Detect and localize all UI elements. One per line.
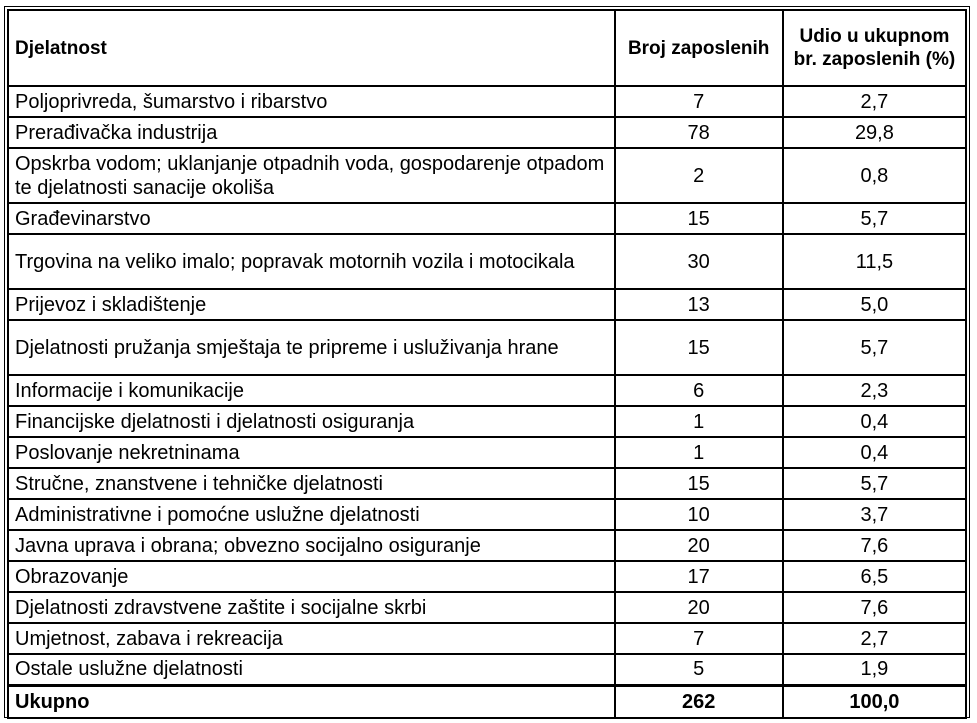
activity-cell: Informacije i komunikacije (8, 375, 615, 406)
employment-table (7, 9, 967, 719)
table-frame (4, 6, 970, 718)
share-cell: 1,9 (783, 654, 966, 685)
share-cell: 0,4 (783, 406, 966, 437)
employees-cell: 1 (615, 406, 783, 437)
table-row (8, 117, 966, 148)
share-cell: 2,7 (783, 86, 966, 117)
total-row (8, 685, 966, 718)
share-cell: 5,0 (783, 289, 966, 320)
activity-cell: Trgovina na veliko imalo; popravak motornih vozila i motocikala (8, 234, 615, 289)
table-row (8, 654, 966, 685)
table-row (8, 499, 966, 530)
table-row (8, 234, 966, 289)
employees-cell: 1 (615, 437, 783, 468)
employees-cell: 7 (615, 623, 783, 654)
activity-cell: Poljoprivreda, šumarstvo i ribarstvo (8, 86, 615, 117)
share-cell: 5,7 (783, 203, 966, 234)
share-cell: 7,6 (783, 530, 966, 561)
employees-cell: 20 (615, 530, 783, 561)
employees-cell: 15 (615, 320, 783, 375)
activity-cell: Djelatnosti pružanja smještaja te pripreme i usluživanja hrane (8, 320, 615, 375)
activity-cell: Stručne, znanstvene i tehničke djelatnosti (8, 468, 615, 499)
employees-cell: 2 (615, 148, 783, 203)
activity-cell: Umjetnost, zabava i rekreacija (8, 623, 615, 654)
activity-cell: Prerađivačka industrija (8, 117, 615, 148)
table-row (8, 148, 966, 203)
header-activity: Djelatnost (8, 10, 615, 86)
employees-cell: 20 (615, 592, 783, 623)
employees-cell: 30 (615, 234, 783, 289)
employees-cell: 15 (615, 468, 783, 499)
table-row (8, 320, 966, 375)
share-cell: 2,3 (783, 375, 966, 406)
table-row (8, 530, 966, 561)
activity-cell: Prijevoz i skladištenje (8, 289, 615, 320)
activity-cell: Opskrba vodom; uklanjanje otpadnih voda, gospodarenje otpadom te djelatnosti sanacije okoliša (8, 148, 615, 203)
table-row (8, 623, 966, 654)
share-cell: 5,7 (783, 468, 966, 499)
share-cell: 29,8 (783, 117, 966, 148)
activity-cell: Djelatnosti zdravstvene zaštite i socijalne skrbi (8, 592, 615, 623)
table-row (8, 468, 966, 499)
activity-cell: Poslovanje nekretninama (8, 437, 615, 468)
activity-cell: Građevinarstvo (8, 203, 615, 234)
activity-cell: Financijske djelatnosti i djelatnosti osiguranja (8, 406, 615, 437)
header-share: Udio u ukupnom br. zaposlenih (%) (783, 10, 966, 86)
total-employees: 262 (615, 685, 783, 718)
share-cell: 6,5 (783, 561, 966, 592)
share-cell: 7,6 (783, 592, 966, 623)
employees-cell: 6 (615, 375, 783, 406)
table-row (8, 86, 966, 117)
activity-cell: Administrativne i pomoćne uslužne djelatnosti (8, 499, 615, 530)
activity-cell: Javna uprava i obrana; obvezno socijalno osiguranje (8, 530, 615, 561)
employees-cell: 17 (615, 561, 783, 592)
table-row (8, 375, 966, 406)
table-row (8, 437, 966, 468)
share-cell: 0,4 (783, 437, 966, 468)
table-row (8, 406, 966, 437)
table-row (8, 592, 966, 623)
employees-cell: 10 (615, 499, 783, 530)
total-label: Ukupno (8, 685, 615, 718)
share-cell: 0,8 (783, 148, 966, 203)
table-row (8, 289, 966, 320)
share-cell: 11,5 (783, 234, 966, 289)
share-cell: 3,7 (783, 499, 966, 530)
employees-cell: 7 (615, 86, 783, 117)
header-employees: Broj zaposlenih (615, 10, 783, 86)
table-row (8, 203, 966, 234)
share-cell: 2,7 (783, 623, 966, 654)
share-cell: 5,7 (783, 320, 966, 375)
activity-cell: Ostale uslužne djelatnosti (8, 654, 615, 685)
header-row (8, 10, 966, 86)
employees-cell: 15 (615, 203, 783, 234)
activity-cell: Obrazovanje (8, 561, 615, 592)
table-row (8, 561, 966, 592)
employees-cell: 13 (615, 289, 783, 320)
total-share: 100,0 (783, 685, 966, 718)
employees-cell: 5 (615, 654, 783, 685)
employees-cell: 78 (615, 117, 783, 148)
